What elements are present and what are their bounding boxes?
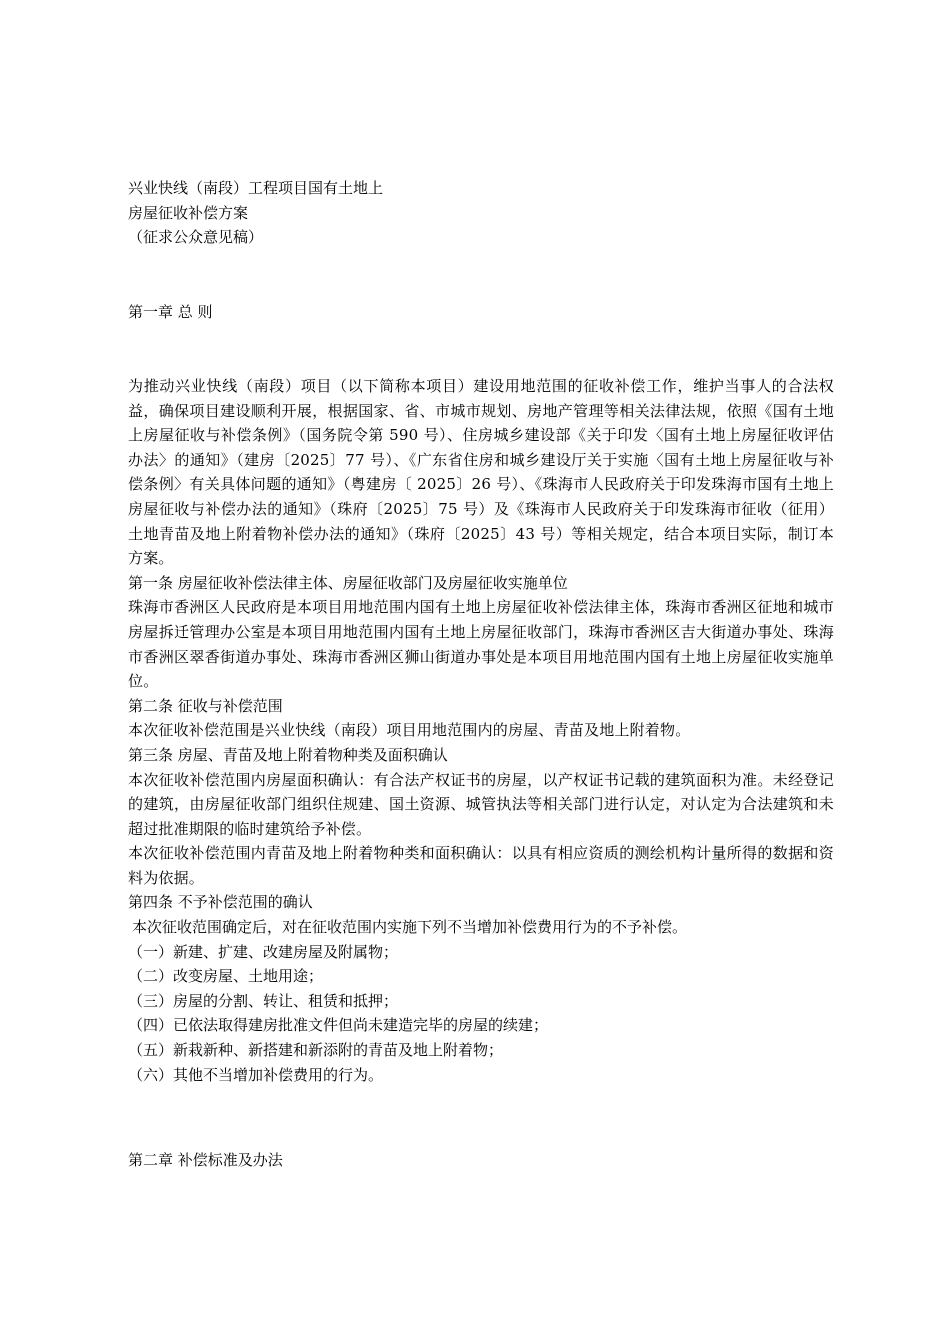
document-title bbox=[128, 176, 383, 250]
article-1-heading: 第一条 房屋征收补偿法律主体、房屋征收部门及房屋征收实施单位 bbox=[128, 573, 568, 592]
article-3-heading: 第三条 房屋、青苗及地上附着物种类及面积确认 bbox=[128, 745, 448, 764]
chapter-2-heading: 第二章 补偿标准及办法 bbox=[128, 1151, 283, 1169]
title-line-1: 兴业快线（南段）工程项目国有土地上 bbox=[128, 179, 384, 197]
article-2-heading: 第二条 征收与补偿范围 bbox=[128, 696, 283, 715]
article-2-text: 本次征收补偿范围是兴业快线（南段）项目用地范围内的房屋、青苗及地上附着物。 bbox=[128, 721, 691, 740]
list-item: （二）改变房屋、土地用途； bbox=[128, 967, 324, 986]
title-line-2: 房屋征收补偿方案 bbox=[128, 203, 249, 222]
list-item: （一）新建、扩建、改建房屋及附属物； bbox=[128, 942, 399, 961]
title-line-3: （征求公众意见稿） bbox=[128, 228, 264, 247]
list-item: （三）房屋的分割、转让、租赁和抵押； bbox=[128, 991, 399, 1010]
list-item: （六）其他不当增加补偿费用的行为。 bbox=[128, 1065, 384, 1084]
chapter-1-heading: 第一章 总 则 bbox=[128, 303, 213, 321]
article-4-text: 本次征收范围确定后，对在征收范围内实施下列不当增加补偿费用行为的不予补偿。 bbox=[132, 918, 688, 937]
intro-paragraph: 为推动兴业快线（南段）项目（以下简称本项目）建设用地范围的征收补偿工作，维护当事人的合法权益，确保项目建设顺利开展，根据国家、省、市城市规划、房地产管理等相关法律法规，依照《国有土地上房屋征收与补偿条例》（国务院令第 590 号）、住房城乡建设部《关于印发〈国有土地上房屋征收评估办法〉的通知》（建房〔2025〕77 号）、《广东省住房和城乡建设厅关于实施〈国有土地上房屋征收与补偿条例〉有关具体问题的通知》（粤建房〔 2025〕26 号）、《珠海市人民政府关于印发珠海市国有土地上房屋征收与补偿办法的通知》（珠府〔2025〕75 号）及《珠海市人民政府关于印发珠海市征收（征用）土地青苗及地上附着物补偿办法的通知》（珠府〔2025〕43 号）等相关规定，结合本项目实际，制订本方案。 bbox=[128, 377, 834, 568]
list-item: （五）新栽新种、新搭建和新添附的青苗及地上附着物； bbox=[128, 1041, 504, 1060]
article-3-text-2: 本次征收补偿范围内青苗及地上附着物种类和面积确认：以具有相应资质的测绘机构计量所得的数据和资料为依据。 bbox=[128, 844, 834, 887]
article-3-text-1: 本次征收补偿范围内房屋面积确认：有合法产权证书的房屋，以产权证书记载的建筑面积为准。未经登记的建筑，由房屋征收部门组织住规建、国土资源、城管执法等相关部门进行认定，对认定为合法建筑和未超过批准期限的临时建筑给予补偿。 bbox=[128, 770, 834, 838]
list-item: （四）已依法取得建房批准文件但尚未建造完毕的房屋的续建； bbox=[128, 1016, 549, 1035]
article-1-text: 珠海市香洲区人民政府是本项目用地范围内国有土地上房屋征收补偿法律主体，珠海市香洲区征地和城市房屋拆迁管理办公室是本项目用地范围内国有土地上房屋征收部门，珠海市香洲区吉大街道办事处、珠海市香洲区翠香街道办事处、珠海市香洲区狮山街道办事处是本项目用地范围内国有土地上房屋征收实施单位。 bbox=[128, 598, 834, 691]
article-4-heading: 第四条 不予补偿范围的确认 bbox=[128, 893, 313, 912]
chapter-1-body bbox=[128, 374, 834, 1087]
